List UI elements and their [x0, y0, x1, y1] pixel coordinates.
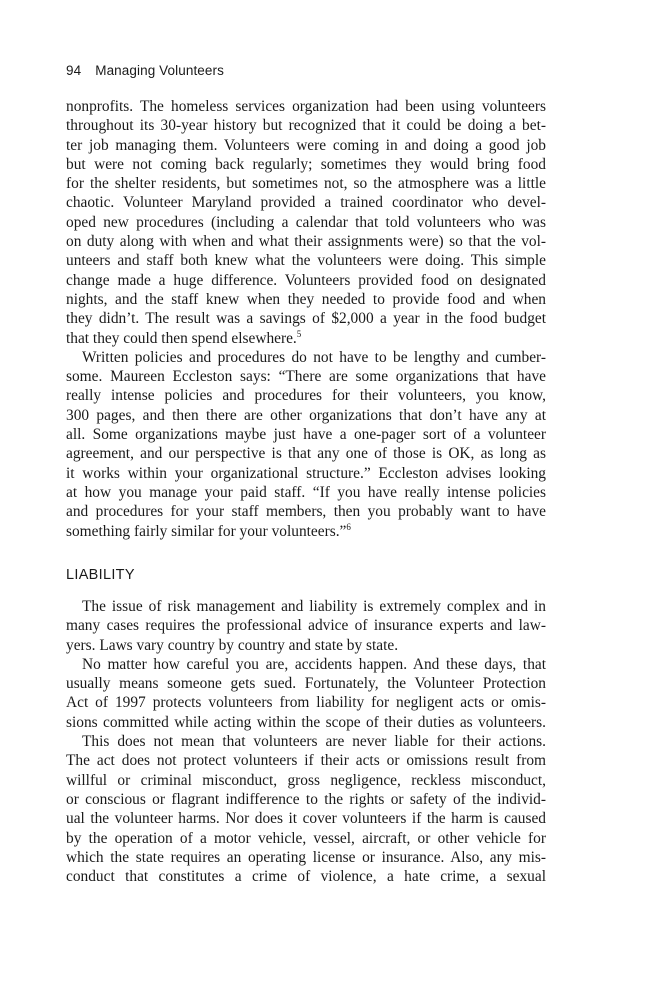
text-line-content: that they could then spend elsewhere. [66, 329, 297, 347]
text-line: sions committed while acting within the scope of their duties as volunteers. [66, 713, 546, 731]
paragraph-2 [66, 348, 546, 541]
text-line: 300 pages, and then there are other organizations that don’t have any at [66, 406, 546, 424]
body-text-bottom [66, 597, 546, 886]
paragraph-1 [66, 97, 546, 348]
paragraph-3 [66, 597, 546, 655]
text-line: conduct that constitutes a crime of violence, a hate crime, a sexual [66, 868, 546, 886]
text-line: unteers and staff both knew what the volunteers were doing. This simple [66, 252, 546, 270]
text-line [66, 522, 546, 541]
text-line: on duty along with when and what their assignments were) so that the vol- [66, 233, 546, 251]
text-line: or conscious or flagrant indifference to the rights or safety of the individ- [66, 790, 546, 808]
text-line: really intense policies and procedures for their volunteers, you know, [66, 387, 546, 405]
text-line: they didn’t. The result was a savings of $2,000 a year in the food budget [66, 310, 546, 328]
page-number: 94 [66, 63, 82, 78]
text-line: nights, and the staff knew when they needed to provide food and when [66, 290, 546, 308]
text-line: ual the volunteer harms. Nor does it cover volunteers if the harm is caused [66, 810, 546, 828]
text-line: and procedures for your staff members, then you probably want to have [66, 503, 546, 521]
text-line: oped new procedures (including a calendar that told volunteers who was [66, 213, 546, 231]
paragraph-5 [66, 732, 546, 886]
text-line: yers. Laws vary country by country and state by state. [66, 636, 399, 654]
text-line: which the state requires an operating license or insurance. Also, any mis- [66, 848, 546, 866]
text-line: Act of 1997 protects volunteers from liability for negligent acts or omis- [66, 694, 546, 712]
text-line-content: something fairly similar for your volunteers.” [66, 522, 347, 540]
text-line: agreement, and our perspective is that any one of those is OK, as long as [66, 445, 546, 463]
text-line: nonprofits. The homeless services organization had been using volunteers [66, 98, 546, 115]
paragraph-4 [66, 655, 546, 732]
body-text-top [66, 97, 546, 541]
text-line: The act does not protect volunteers if their acts or omissions result from [66, 752, 546, 770]
text-line: No matter how careful you are, accidents happen. And these days, that [82, 655, 546, 673]
footnote-marker: 6 [346, 521, 351, 532]
text-line: The issue of risk management and liability is extremely complex and in [82, 598, 546, 615]
text-line: This does not mean that volunteers are never liable for their actions. [82, 733, 546, 751]
text-line [66, 329, 546, 348]
text-line: Written policies and procedures do not have to be lengthy and cumber- [82, 348, 546, 366]
running-head-title: Managing Volunteers [95, 63, 224, 78]
text-line: at how you manage your paid staff. “If you have really intense policies [66, 483, 546, 501]
text-line: but were not coming back regularly; sometimes they would bring food [66, 155, 546, 173]
text-line: change made a huge difference. Volunteers provided food on designated [66, 271, 546, 289]
text-line: for the shelter residents, but sometimes not, so the atmosphere was a little [66, 175, 546, 193]
text-line: all. Some organizations maybe just have a one-pager sort of a volunteer [66, 426, 546, 444]
text-line: many cases requires the professional advice of insurance experts and law- [66, 617, 546, 635]
text-line: ter job managing them. Volunteers were coming in and doing a good job [66, 136, 546, 154]
text-line: it works within your organizational structure.” Eccleston advises looking [66, 464, 546, 482]
footnote-marker: 5 [296, 328, 302, 339]
running-head [66, 63, 224, 78]
section-heading: LIABILITY [66, 567, 135, 583]
text-line: by the operation of a motor vehicle, vessel, aircraft, or other vehicle for [66, 829, 546, 847]
text-line: throughout its 30-year history but recognized that it could be doing a bet- [66, 117, 546, 135]
text-line: chaotic. Volunteer Maryland provided a trained coordinator who devel- [66, 194, 546, 212]
text-line: willful or criminal misconduct, gross negligence, reckless misconduct, [66, 771, 546, 789]
text-line: usually means someone gets sued. Fortunately, the Volunteer Protection [66, 675, 546, 693]
text-line: some. Maureen Eccleston says: “There are some organizations that have [66, 368, 546, 386]
